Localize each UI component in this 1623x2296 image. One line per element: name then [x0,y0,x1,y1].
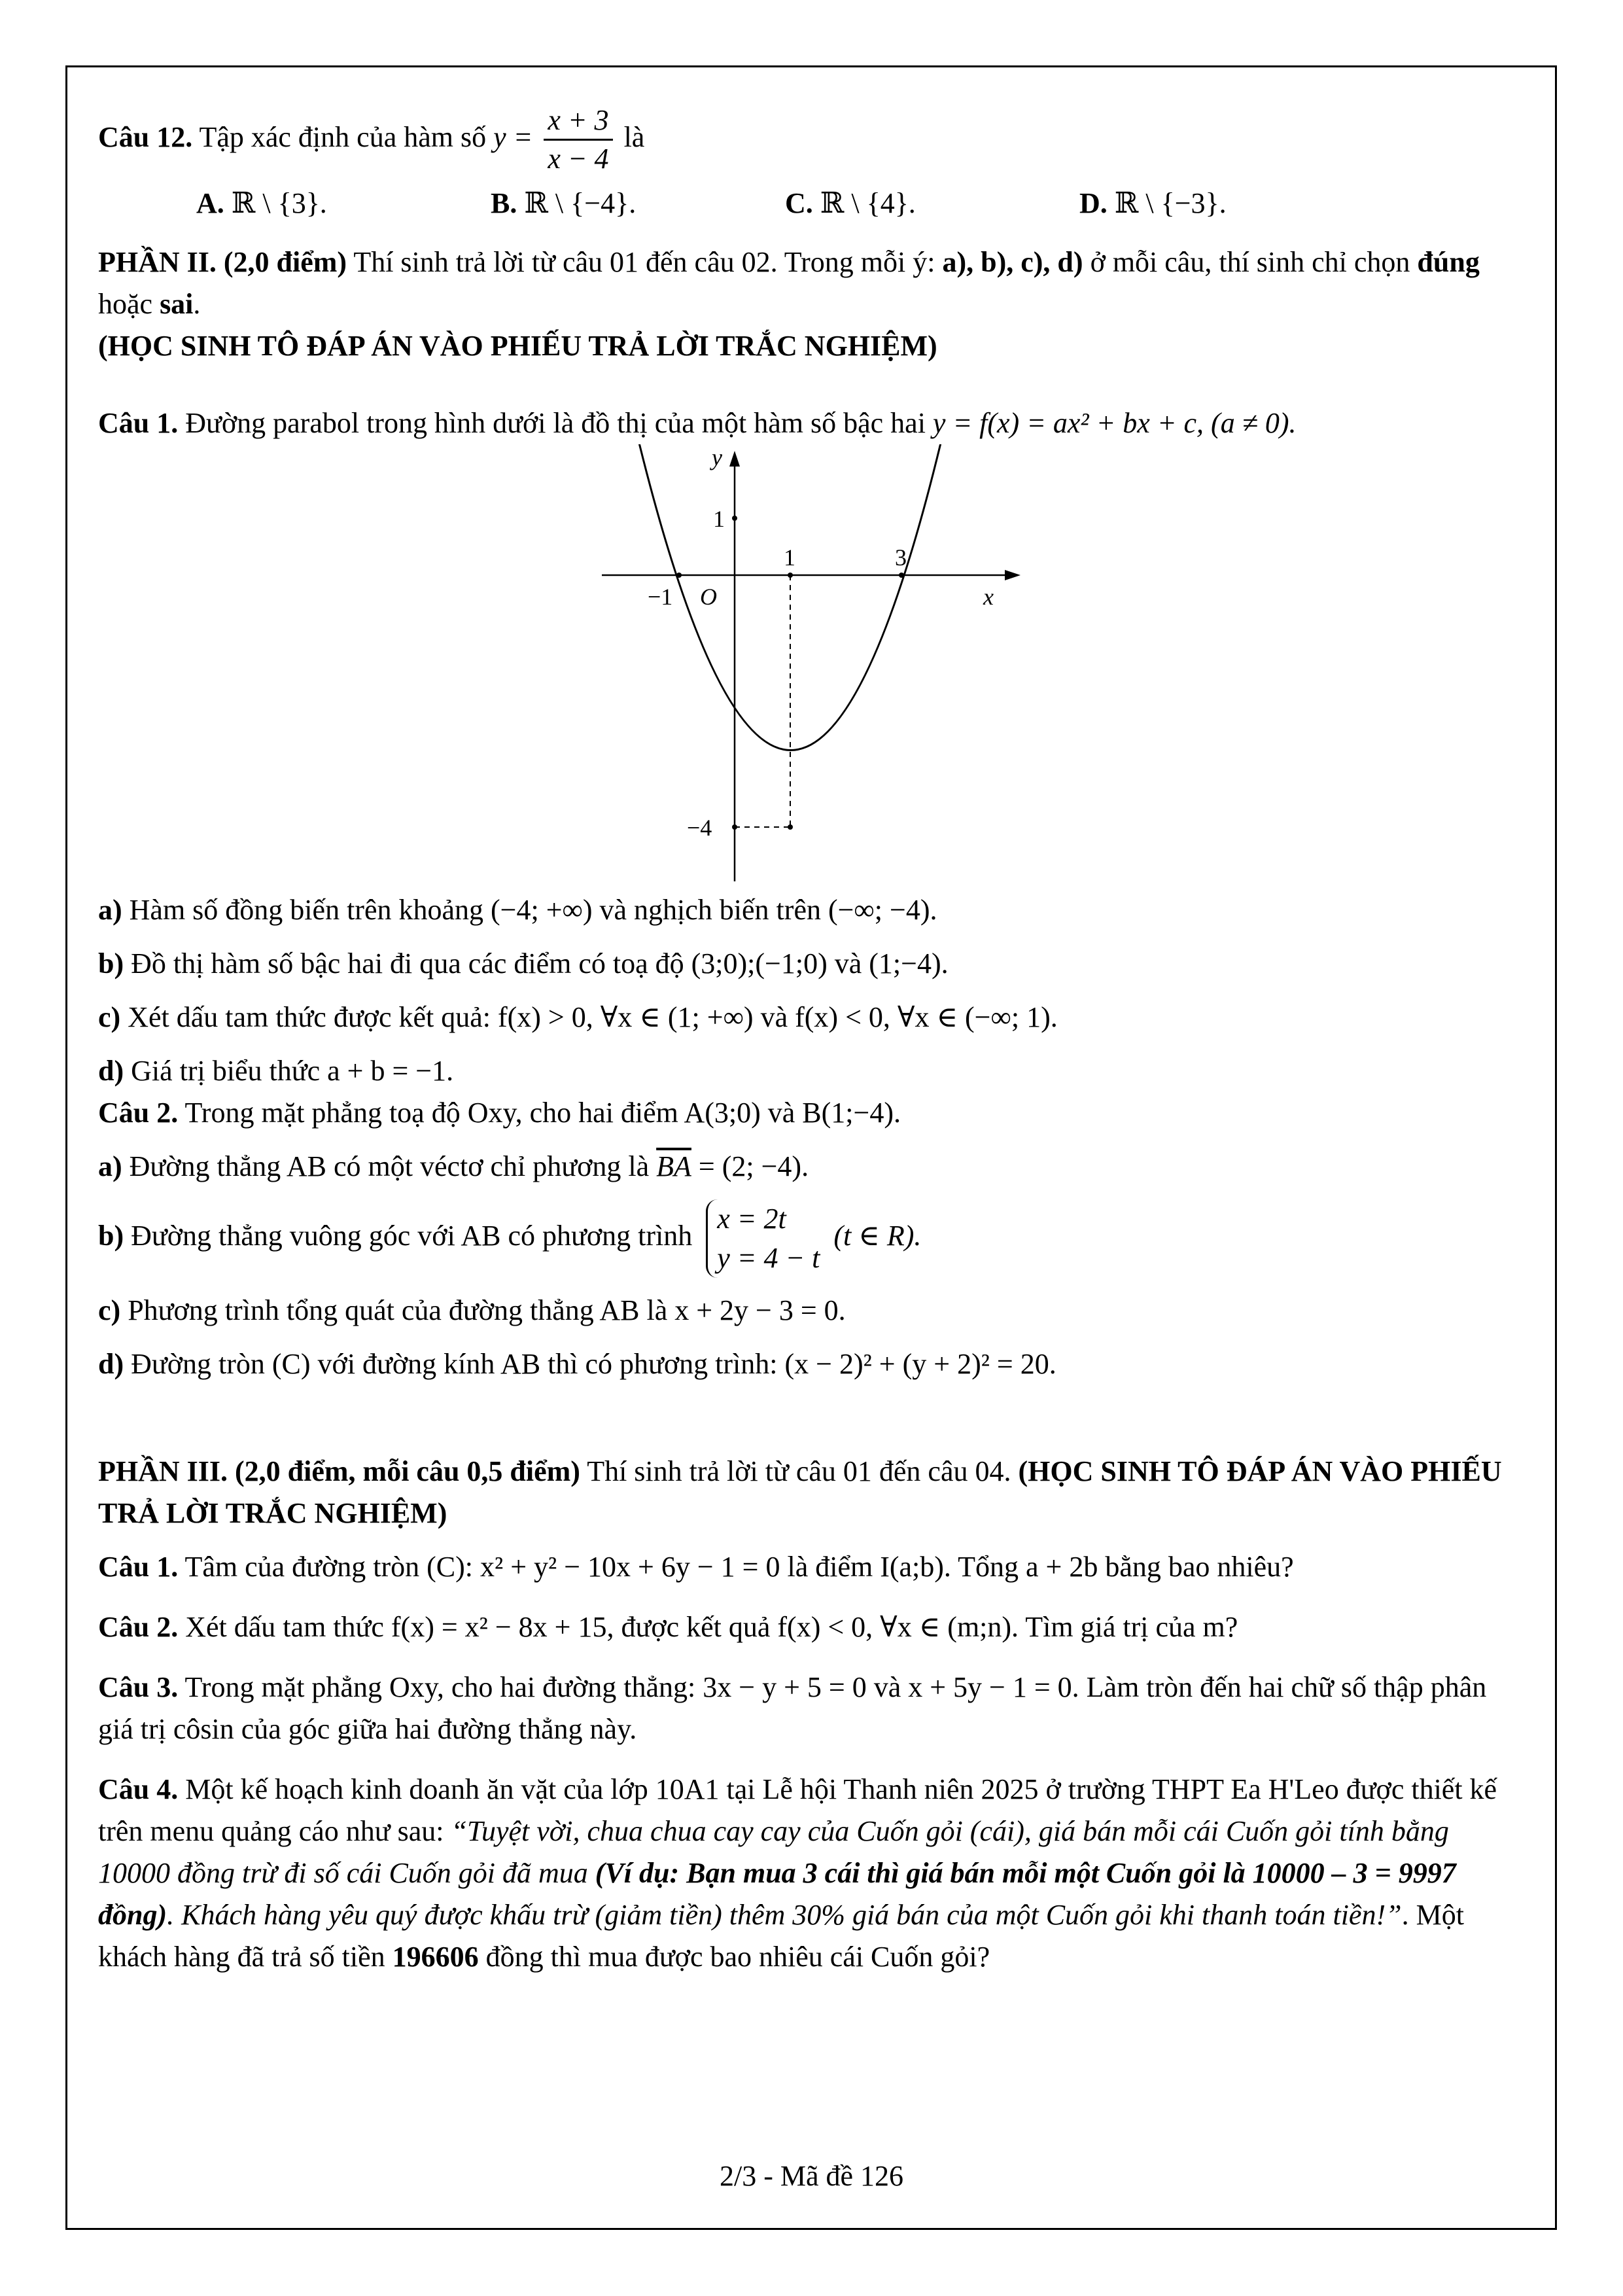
part-2-intro-1: Thí sinh trả lời từ câu 01 đến câu 02. Trong mỗi ý: [353,246,935,279]
part-2-true: đúng [1417,246,1480,279]
option-c [785,183,916,224]
part-2-q2-item-c [98,1290,1524,1332]
part-3-question-2 [98,1606,1524,1648]
item-b-text: Đồ thị hàm số bậc hai đi qua các điểm có toạ độ (3;0);(−1;0) và (1;−4). [131,947,949,980]
item-a-letter: a) [98,894,122,927]
q2-item-d-text: Đường tròn (C) với đường kính AB thì có phương trình: (x − 2)² + (y + 2)² = 20. [131,1348,1056,1381]
question-12-text: Tập xác định của hàm số [199,121,487,153]
x-tick-3: 3 [895,544,907,571]
fraction [544,102,612,177]
part-3-note: (HỌC SINH TÔ ĐÁP ÁN VÀO PHIẾU TRẢ LỜI TRẮC NGHIỆM) [98,1455,1502,1530]
fraction-denominator: x − 4 [548,143,609,175]
part-2-q1-text: Đường parabol trong hình dưới là đồ thị của một hàm số bậc hai [185,407,926,440]
part-3-q2-text: Xét dấu tam thức f(x) = x² − 8x + 15, được kết quả f(x) < 0, ∀x ∈ (m;n). Tìm giá trị của m? [185,1611,1238,1644]
option-c-value: ℝ \ {4}. [820,187,916,220]
part-2-or: hoặc [98,288,153,321]
y-tick-1: 1 [713,506,725,533]
origin-label: O [700,584,717,610]
option-a-letter: A. [196,187,224,220]
part-2-title: PHẦN II. (2,0 điểm) [98,246,347,279]
part-3-intro [98,1451,1524,1534]
point-x3 [899,573,904,578]
part-2-false: sai [160,288,194,321]
part-2-intro-2: ở mỗi câu, thí sinh chỉ chọn [1090,246,1410,279]
point-y-4 [732,824,737,830]
y-axis-label: y [712,444,722,471]
part-3-q4-label: Câu 4. [98,1773,179,1806]
point-x-1 [676,573,682,578]
part-2-q2-item-b [98,1199,1524,1278]
system-eq-1: x = 2t [717,1203,786,1235]
q2-item-a-text: Đường thẳng AB có một véctơ chỉ phương là [129,1150,650,1183]
point-x1 [788,573,793,578]
part-2-intro [98,241,1524,325]
page-footer: 2/3 - Mã đề 126 [719,2160,904,2192]
part-2-q1-item-a [98,889,1524,931]
x-tick-1: 1 [784,544,795,571]
part-2-question-1 [98,402,1524,444]
function-lhs: y = [493,121,533,153]
option-c-letter: C. [785,187,813,220]
vertex-point [788,824,793,830]
part-3-q4-text-2: . Một khách hàng đã trả số tiền [98,1899,1464,1973]
option-b-letter: B. [491,187,517,220]
question-12-options [98,177,1524,230]
parabol-graph [98,444,1524,883]
option-b-value: ℝ \ {−4}. [524,187,637,220]
part-3-q1-label: Câu 1. [98,1551,179,1583]
item-c-letter: c) [98,1001,121,1034]
item-d-text: Giá trị biểu thức a + b = −1. [131,1055,454,1087]
part-2-items: a), b), c), d) [942,246,1083,279]
option-d-letter: D. [1079,187,1108,220]
item-b-letter: b) [98,947,124,980]
part-3-q4-text-1: Một kế hoạch kinh doanh ăn vặt của lớp 10A1 tại Lễ hội Thanh niên 2025 ở trường THPT Ea H'Leo được thiết kế trên menu quảng cáo như sau: [98,1773,1497,1848]
part-3-q4-italic-2: . Khách hàng yêu quý được khấu trừ (giảm tiền) thêm 30% giá bán của một Cuốn gỏi khi thanh toán tiền!” [167,1899,1402,1932]
part-2-note: (HỌC SINH TÔ ĐÁP ÁN VÀO PHIẾU TRẢ LỜI TRẮC NGHIỆM) [98,330,937,362]
part-3-q1-text: Tâm của đường tròn (C): x² + y² − 10x + 6y − 1 = 0 là điểm I(a;b). Tổng a + 2b bằng bao nhiêu? [184,1551,1294,1583]
option-a-value: ℝ \ {3}. [231,187,327,220]
q2-item-a-letter: a) [98,1150,122,1183]
question-12-label: Câu 12. [98,121,193,153]
q2-item-a-value: = (2; −4). [698,1150,809,1183]
part-3-question-1 [98,1546,1524,1588]
part-3-q3-label: Câu 3. [98,1671,179,1704]
part-3-q2-label: Câu 2. [98,1611,179,1644]
part-2-q2-item-a [98,1146,1524,1188]
parametric-system [706,1199,820,1278]
question-12-tail: là [623,121,645,153]
part-2-q1-label: Câu 1. [98,407,179,440]
part-3-q4-example: (Ví dụ: Bạn mua 3 cái thì giá bán mỗi một Cuốn gỏi là 10000 – 3 = 9997 đồng) [98,1857,1456,1932]
q2-item-c-text: Phương trình tổng quát của đường thẳng AB là x + 2y − 3 = 0. [128,1294,846,1327]
part-3-q4-italic-1: “Tuyệt vời, chua chua cay cay của Cuốn gỏi (cái), giá bán mỗi cái Cuốn gỏi tính bằng 10000 đồng trừ đi số cái Cuốn gỏi đã mua [98,1815,1449,1890]
part-2-question-2 [98,1092,1524,1134]
option-d-value: ℝ \ {−3}. [1114,187,1227,220]
part-3-q4-amount: 196606 [392,1941,479,1973]
fraction-numerator: x + 3 [544,102,612,141]
part-2-q1-formula: y = f(x) = ax² + bx + c, (a ≠ 0). [932,407,1297,440]
item-d-letter: d) [98,1055,124,1087]
x-axis-arrow [1005,570,1021,580]
part-3-intro-text: Thí sinh trả lời từ câu 01 đến câu 04. [587,1455,1011,1488]
y-tick-minus-4: −4 [687,815,712,841]
part-2-q2-text: Trong mặt phẳng toạ độ Oxy, cho hai điểm A(3;0) và B(1;−4). [184,1097,901,1129]
q2-item-b-text: Đường thẳng vuông góc với AB có phương trình [131,1220,693,1252]
q2-item-b-letter: b) [98,1220,124,1252]
point-y1 [732,516,737,521]
y-axis-arrow [729,451,740,467]
vector-ba: $\overline{BA}$ [656,1150,691,1183]
question-12 [98,98,1524,177]
part-3-title: PHẦN III. (2,0 điểm, mỗi câu 0,5 điểm) [98,1455,580,1488]
x-tick-minus-1: −1 [648,584,673,610]
part-2-q2-label: Câu 2. [98,1097,179,1129]
item-c-text: Xét dấu tam thức được kết quả: f(x) > 0, ∀x ∈ (1; +∞) và f(x) < 0, ∀x ∈ (−∞; 1). [128,1001,1058,1034]
part-3-question-4 [98,1769,1524,1978]
option-d [1079,183,1227,224]
q2-item-c-letter: c) [98,1294,121,1327]
option-a [196,183,327,224]
part-3-q3-text: Trong mặt phẳng Oxy, cho hai đường thẳng: 3x − y + 5 = 0 và x + 5y − 1 = 0. Làm tròn đến hai chữ số thập phân giá trị côsin của góc giữa hai đường thẳng này. [98,1671,1487,1746]
part-3-question-3 [98,1667,1524,1750]
parabol-graph-svg [602,444,1034,883]
part-2-q1-item-b [98,943,1524,985]
page-content [98,98,1524,1978]
part-2-q1-item-c [98,997,1524,1038]
part-2-q2-item-d [98,1343,1524,1385]
part-2-q1-item-d [98,1050,1524,1092]
q2-item-b-cond: (t ∈ R). [833,1220,922,1252]
part-3-q4-text-3: đồng thì mua được bao nhiêu cái Cuốn gỏi? [485,1941,990,1973]
option-b [491,183,636,224]
x-axis-label: x [983,584,994,610]
q2-item-d-letter: d) [98,1348,124,1381]
system-eq-2: y = 4 − t [717,1242,820,1275]
part-2-end: . [193,288,201,321]
item-a-text: Hàm số đồng biến trên khoảng (−4; +∞) và nghịch biến trên (−∞; −4). [129,894,937,927]
